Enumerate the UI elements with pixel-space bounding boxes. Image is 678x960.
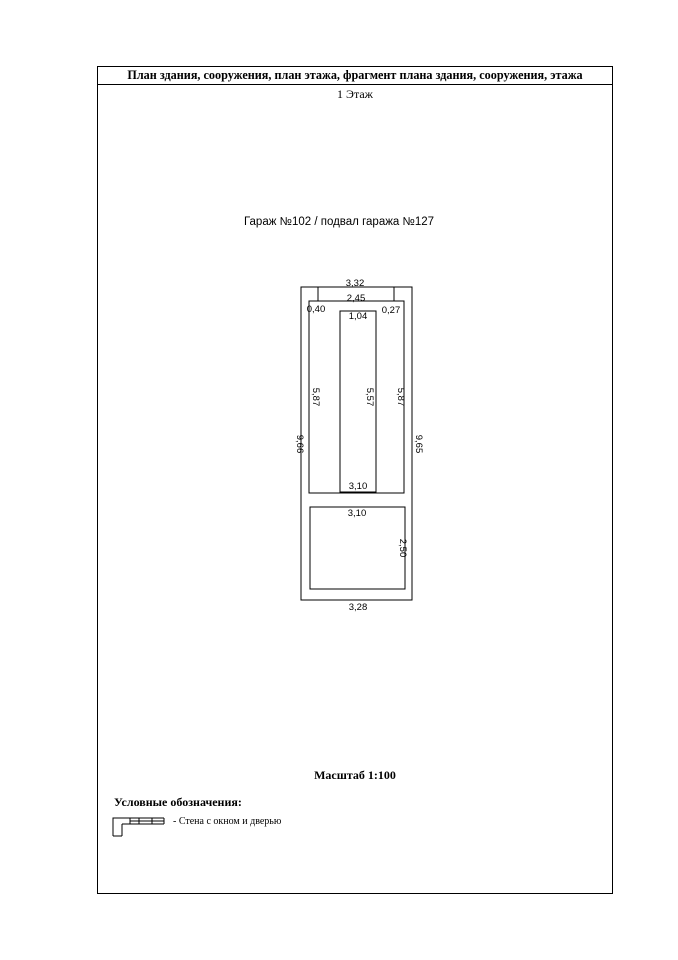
dim-room2-top-width: 3,10 (347, 508, 367, 519)
outer-wall (301, 287, 412, 600)
dim-pit-height: 5,57 (364, 387, 375, 407)
dim-top-outer: 3,32 (345, 278, 365, 289)
wall-window-door-legend-icon (113, 818, 164, 836)
document-title: План здания, сооружения, план этажа, фрагмент плана здания, сооружения, этажа (97, 66, 613, 85)
room-lower (310, 507, 405, 589)
plan-title: Гараж №102 / подвал гаража №127 (243, 216, 435, 228)
dim-left-total-height: 9,66 (294, 434, 305, 454)
dim-right-offset: 0,27 (381, 305, 401, 316)
dim-pit-width: 1,04 (348, 311, 368, 322)
dim-right-room-height: 5,87 (395, 387, 406, 407)
dim-bottom-outer: 3,28 (348, 602, 368, 613)
room-upper (306, 301, 404, 493)
dim-top-inner: 2,45 (346, 293, 366, 304)
legend-item-label: - Стена с окном и дверью (173, 816, 282, 827)
scale-label: Масштаб 1:100 (314, 768, 396, 782)
dim-room1-bottom-width: 3,10 (348, 481, 368, 492)
dim-room2-height: 2,50 (397, 538, 408, 558)
dim-left-room-height: 5,87 (310, 387, 321, 407)
dim-right-total-height: 9,65 (413, 434, 424, 454)
floor-label: 1 Этаж (337, 87, 373, 101)
legend-title: Условные обозначения: (114, 795, 242, 809)
dim-left-offset: 0,40 (306, 304, 326, 315)
